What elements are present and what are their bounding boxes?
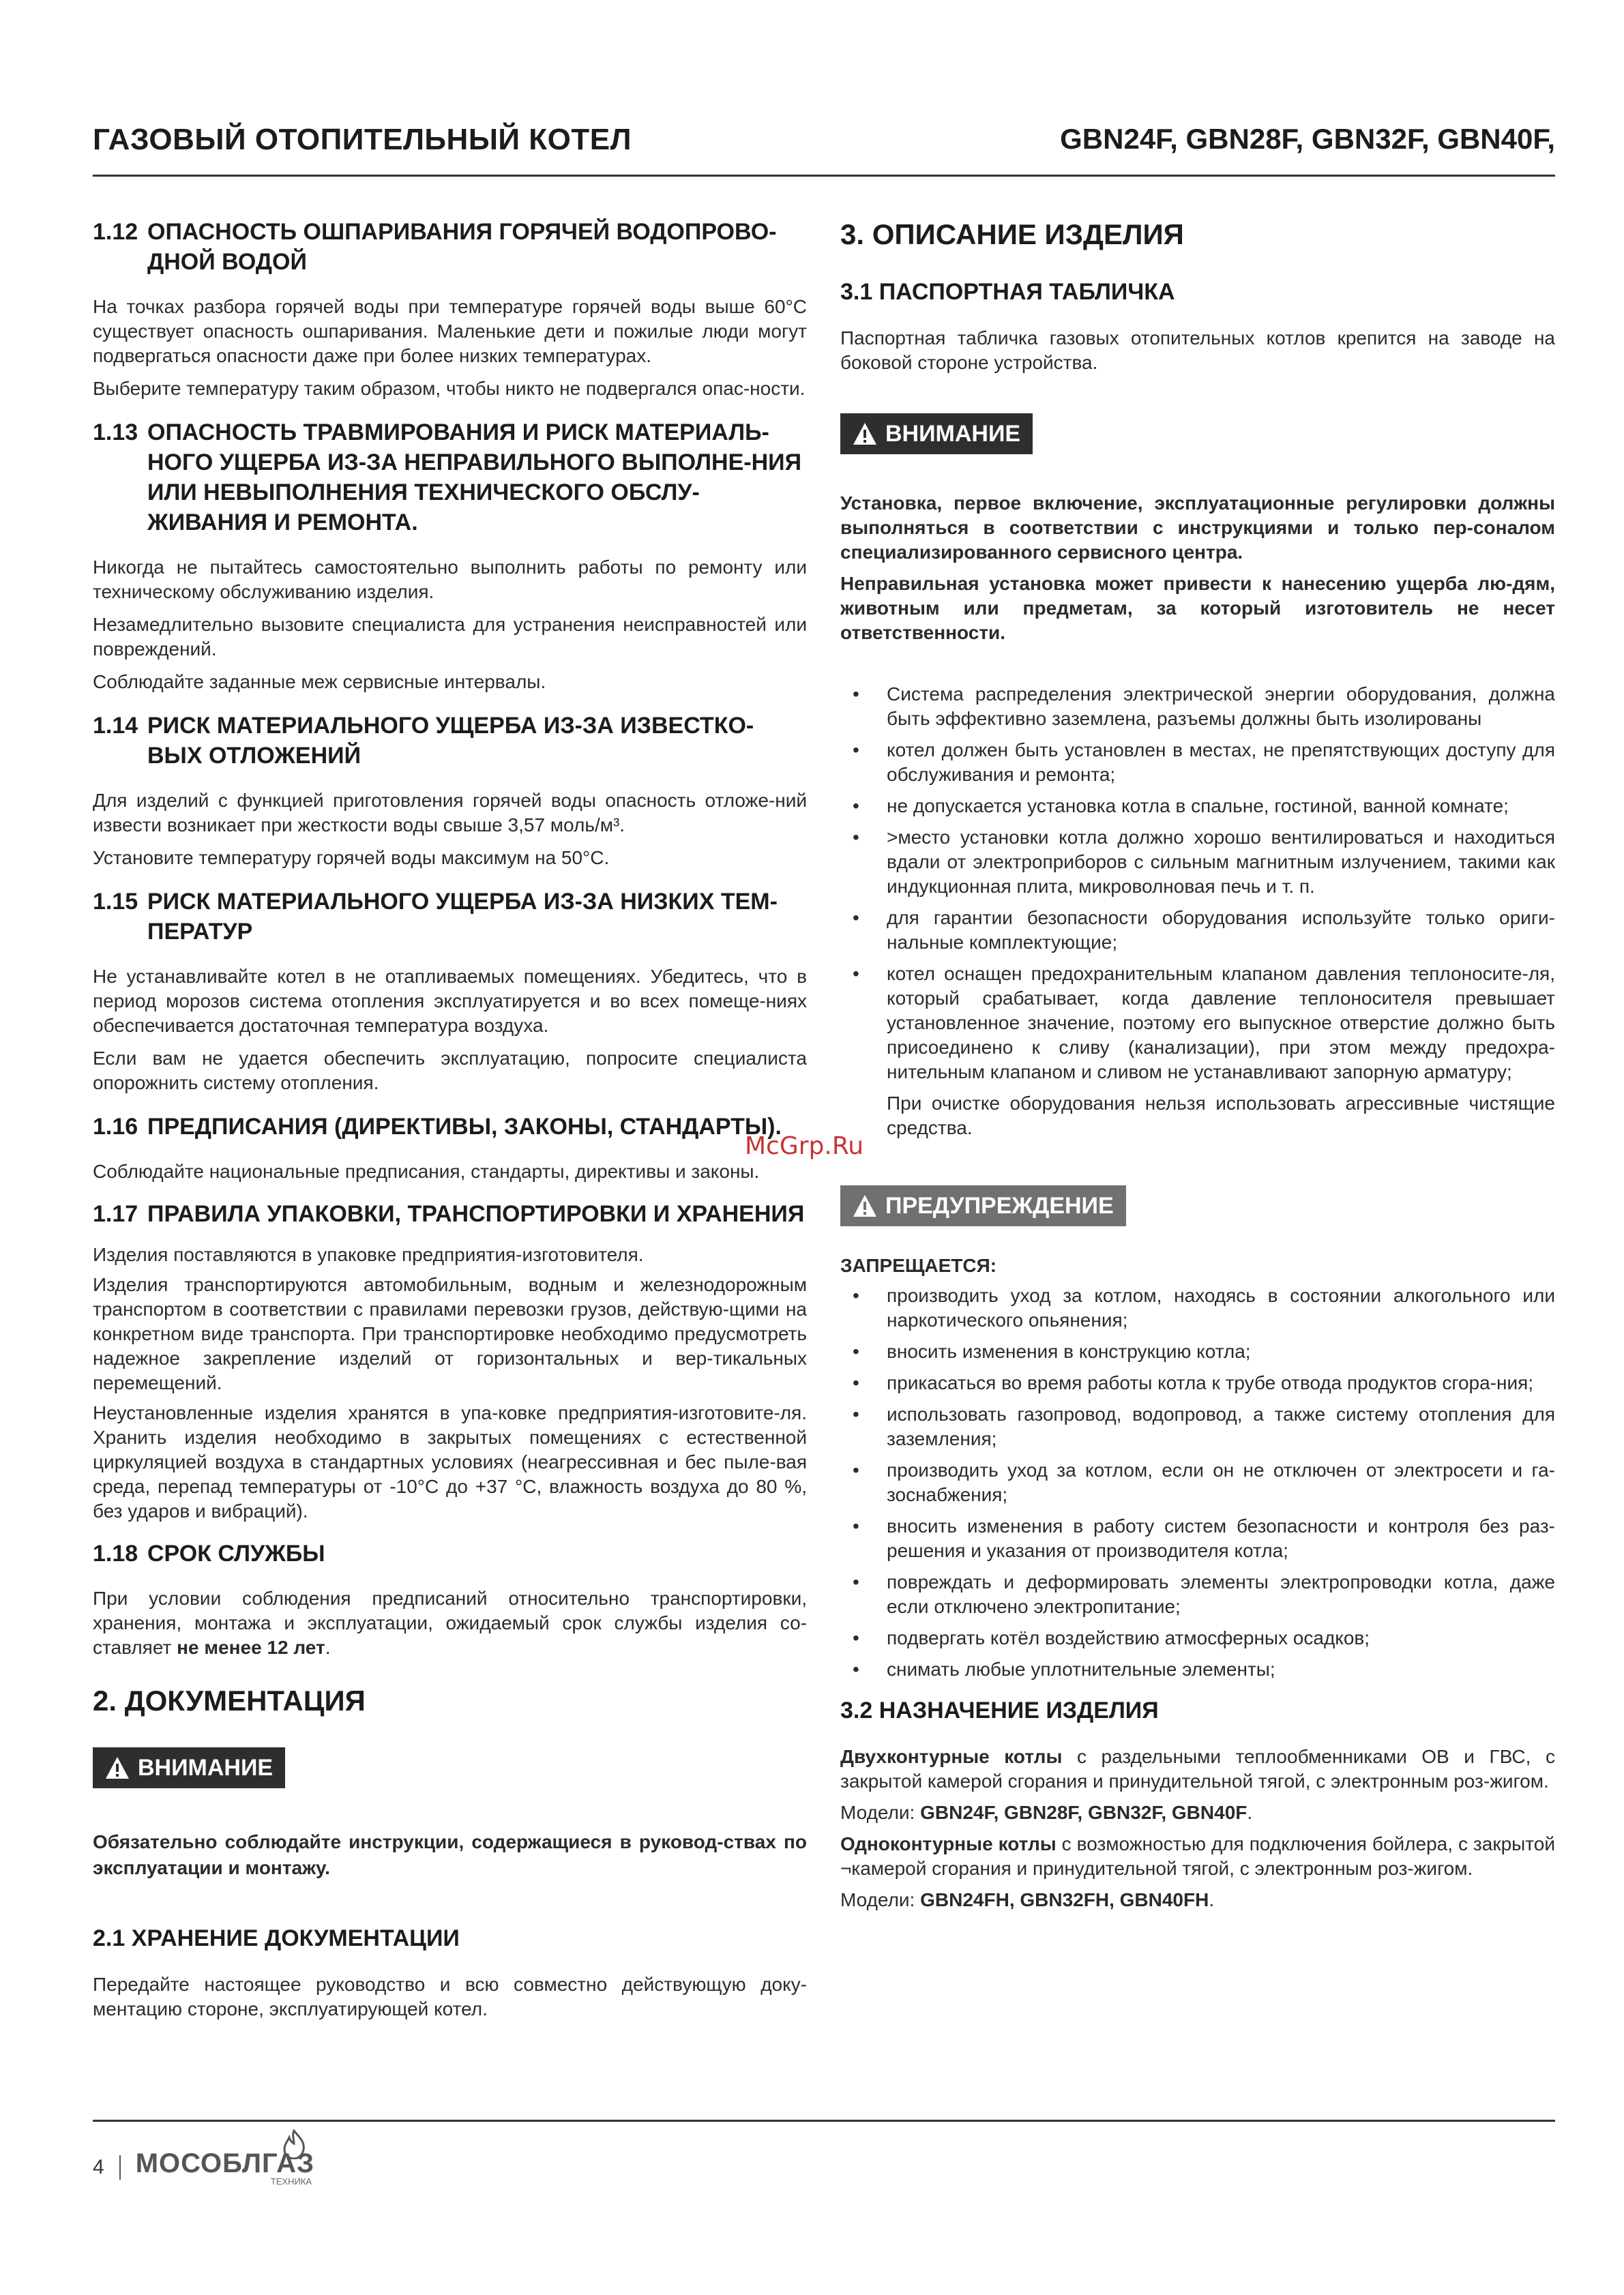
section-title: ПРЕДПИСАНИЯ (ДИРЕКТИВЫ, ЗАКОНЫ, СТАНДАРТЫ). (147, 1114, 782, 1140)
attention-badge-wrap (93, 1747, 807, 1788)
forbidden-list (840, 1284, 1555, 1682)
section-title: ОПАСНОСТЬ ОШПАРИВАНИЯ ГОРЯЧЕЙ ВОДОПРОВО-ДНОЙ ВОДОЙ (147, 219, 777, 275)
list-item: • не допускается установка котла в спальне, гостиной, ванной комнате; (840, 794, 1555, 818)
section-3-heading: 3. ОПИСАНИЕ ИЗДЕЛИЯ (840, 218, 1184, 250)
list-item: • производить уход за котлом, если он не отключен от электросети и га-зоснабжения; (840, 1458, 1555, 1507)
section-number: 1.16 (93, 1114, 138, 1140)
paragraph: Изделия транспортируются автомобильным, водным и железнодорожным транспортом в соответствии с правилами перевозки грузов, действую-щими на конкретном виде транспорта. При транспортировке необходимо предусмотреть надежное закрепление изделий от горизонтальных и вер-тикальных перемещений. (93, 1274, 807, 1393)
section-title: РИСК МАТЕРИАЛЬНОГО УЩЕРБА ИЗ-ЗА ИЗВЕСТКО-ВЫХ ОТЛОЖЕНИЙ (147, 713, 754, 769)
attention-badge-wrap (840, 413, 1555, 454)
paragraph: Никогда не пытайтесь самостоятельно выполнить работы по ремонту или техническому обслуживанию изделия. (93, 557, 807, 602)
paragraph: Соблюдайте национальные предписания, стандарты, директивы и законы. (93, 1161, 760, 1182)
section-number: 1.18 (93, 1541, 138, 1567)
cleaning-note: При очистке оборудования нельзя использовать агрессивные чистящие средства. (887, 1093, 1555, 1138)
section-title: РИСК МАТЕРИАЛЬНОГО УЩЕРБА ИЗ-ЗА НИЗКИХ ТЕМ-ПЕРАТУР (147, 889, 778, 945)
section-number: 1.15 (93, 889, 138, 915)
section-1-15-heading (93, 887, 807, 947)
paragraph: Передайте настоящее руководство и всю совместно действующую доку-ментацию стороне, эксплуатирующей котел. (93, 1974, 807, 2019)
page-header (93, 120, 1555, 177)
list-item: • вносить изменения в конструкцию котла; (840, 1339, 1555, 1364)
warning-badge-wrap (840, 1185, 1555, 1226)
list-item: • прикасаться во время работы котла к трубе отвода продуктов сгора-ния; (840, 1371, 1555, 1395)
list-item: • >место установки котла должно хорошо вентилироваться и находиться вдали от электроприборов с сильным магнитным излучением, такими как индукционная плита, микроволновая печь и т. п. (840, 825, 1555, 899)
section-number: 1.13 (93, 419, 138, 445)
document-title: ГАЗОВЫЙ ОТОПИТЕЛЬНЫЙ КОТЕЛ (93, 123, 632, 156)
badge-label: ВНИМАНИЕ (138, 1754, 274, 1781)
period: . (1247, 1802, 1253, 1823)
section-1-18-heading (93, 1539, 807, 1569)
warning-triangle-icon (105, 1756, 130, 1779)
badge-label: ВНИМАНИЕ (885, 420, 1021, 447)
section-number: 1.17 (93, 1201, 138, 1227)
list-item: • подвергать котёл воздействию атмосферных осадков; (840, 1626, 1555, 1650)
footer-separator (119, 2155, 121, 2180)
paragraph: Не устанавливайте котел в не отапливаемых помещениях. Убедитесь, что в период морозов система отопления эксплуатируется и во всех помеще-ниях обеспечивается достаточная температура воздуха. (93, 966, 807, 1036)
watermark: McGrp.Ru (745, 1132, 864, 1160)
section-3-2-heading: 3.2 НАЗНАЧЕНИЕ ИЗДЕЛИЯ (840, 1698, 1159, 1723)
warning-badge (840, 1185, 1126, 1226)
dual-models (840, 1801, 1555, 1825)
period: . (325, 1637, 331, 1658)
list-item: • вносить изменения в работу систем безопасности и контроля без раз-решения и указания от производителя котла; (840, 1514, 1555, 1563)
left-column (93, 217, 807, 2022)
paragraph: Если вам не удается обеспечить эксплуатацию, попросите специалиста опорожнить систему отопления. (93, 1048, 807, 1093)
list-item: • использовать газопровод, водопровод, а также систему отопления для заземления; (840, 1402, 1555, 1451)
model-codes: GBN24F, GBN28F, GBN32F, GBN40F (920, 1802, 1247, 1823)
warning-triangle-icon (853, 1194, 877, 1217)
logo-subtitle: ТЕХНИКА (270, 2176, 312, 2187)
flame-icon (280, 2129, 308, 2159)
section-1-14-heading (93, 711, 807, 771)
model-codes: GBN24FH, GBN32FH, GBN40FH (920, 1889, 1209, 1910)
section-title: ОПАСНОСТЬ ТРАВМИРОВАНИЯ И РИСК МАТЕРИАЛЬ-НОГО УЩЕРБА ИЗ-ЗА НЕПРАВИЛЬНОГО ВЫПОЛНЕ-НИЯ ИЛИ НЕВЫПОЛНЕНИЯ ТЕХНИЧЕСКОГО ОБСЛУ-ЖИВАНИЯ И РЕМОНТА. (147, 419, 802, 535)
badge-label: ПРЕДУПРЕЖДЕНИЕ (885, 1192, 1114, 1219)
section-2-heading: 2. ДОКУМЕНТАЦИЯ (93, 1685, 366, 1717)
paragraph: Незамедлительно вызовите специалиста для устранения неисправностей или повреждений. (93, 614, 807, 660)
paragraph: Установите температуру горячей воды максимум на 50°С. (93, 847, 610, 868)
list-item: • для гарантии безопасности оборудования используйте только ориги-нальные комплектующие; (840, 906, 1555, 955)
section-2-1-heading: 2.1 ХРАНЕНИЕ ДОКУМЕНТАЦИИ (93, 1925, 460, 1951)
page-number: 4 (93, 2156, 104, 2178)
paragraph: Соблюдайте заданные меж сервисные интервалы. (93, 671, 546, 692)
forbidden-title: ЗАПРЕЩАЕТСЯ: (840, 1255, 997, 1276)
bold-instruction: Установка, первое включение, эксплуатационные регулировки должны выполняться в соответствии с инструкциями и только пер-соналом специализированного сервисного центра. (840, 492, 1555, 563)
single-circuit-paragraph (840, 1832, 1555, 1881)
right-column (840, 217, 1555, 1912)
list-item: • производить уход за котлом, находясь в состоянии алкогольного или наркотического опьянения; (840, 1284, 1555, 1333)
models-label: Модели: (840, 1889, 921, 1910)
period: . (1209, 1889, 1215, 1910)
section-title: ПРАВИЛА УПАКОВКИ, ТРАНСПОРТИРОВКИ И ХРАНЕНИЯ (147, 1201, 805, 1227)
section-3-1-heading: 3.1 ПАСПОРТНАЯ ТАБЛИЧКА (840, 279, 1175, 305)
list-item: • котел оснащен предохранительным клапаном давления теплоносите-ля, который срабатывает, когда давление теплоносителя превышает установленное значение, поэтому его выпускное отверстие должно быть присоединено к сливу (канализации), при этом между предохра-нительным клапаном и сливом не устанавливают запорную арматуру; (840, 962, 1555, 1084)
paragraph: Неустановленные изделия хранятся в упа-ковке предприятия-изготовите-ля. Хранить изделия необходимо в закрытых помещениях с естественной циркуляцией воздуха в стандартных условиях (неагрессивная и бес пыле-вая среда, перепад температуры от -10°С до +37 °С, влажность воздуха до 80 %, без ударов и вибраций). (93, 1402, 807, 1522)
paragraph: Для изделий с функцией приготовления горячей воды опасность отложе-ний извести возникает при жесткости воды свыше 3,57 моль/м³. (93, 790, 807, 835)
dual-circuit-label: Двухконтурные котлы (840, 1746, 1063, 1767)
list-item: • повреждать и деформировать элементы электропроводки котла, даже если отключено электропитание; (840, 1570, 1555, 1619)
section-1-17-heading (93, 1199, 807, 1229)
warning-triangle-icon (853, 422, 877, 445)
paragraph: Выберите температуру таким образом, чтобы никто не подвергался опас-ности. (93, 378, 806, 399)
service-life-value: не менее 12 лет (177, 1637, 325, 1658)
requirements-list (840, 682, 1555, 1140)
section-1-12-heading (93, 217, 807, 277)
attention-badge (840, 413, 1033, 454)
section-1-13-heading (93, 417, 807, 537)
dual-circuit-paragraph (840, 1745, 1555, 1794)
section-number: 1.12 (93, 219, 138, 245)
page-footer (93, 2148, 314, 2187)
footer-divider (93, 2120, 1555, 2122)
models-label: Модели: (840, 1802, 921, 1823)
list-item: • снимать любые уплотнительные элементы; (840, 1657, 1555, 1682)
logo-wordmark: МОСОБЛГАЗ (135, 2148, 315, 2178)
list-item: • Система распределения электрической энергии оборудования, должна быть эффективно заземлена, разъемы должны быть изолированы (840, 682, 1555, 731)
section-title: СРОК СЛУЖБЫ (147, 1541, 325, 1567)
attention-badge (93, 1747, 285, 1788)
paragraph-text: При условии соблюдения предписаний относительно транспортировки, хранения, монтажа и эксплуатации, ожидаемый срок службы изделия со-ставляет (93, 1588, 807, 1658)
model-list: GBN24F, GBN28F, GBN32F, GBN40F, (1060, 123, 1555, 155)
section-number: 1.14 (93, 713, 138, 739)
paragraph: На точках разбора горячей воды при температуре горячей воды выше 60°С существует опасность ошпаривания. Маленькие дети и пожилые люди могут подвергаться опасности даже при более низких температурах. (93, 296, 807, 366)
service-life-paragraph (93, 1586, 807, 1660)
section-1-16-heading (93, 1112, 807, 1142)
paragraph-text: с раздельными теплообменниками ОВ и ГВС, с закрытой камерой сгорания и принудительной тягой, с электронным роз-жигом. (840, 1746, 1555, 1792)
bold-instruction: Обязательно соблюдайте инструкции, содержащиеся в руковод-ствах по эксплуатации и монтажу. (93, 1831, 807, 1878)
paragraph-text: с возможностью для подключения бойлера, с закрытой ¬камерой сгорания и принудительной тягой, с электронным роз-жигом. (840, 1833, 1555, 1879)
list-item: • котел должен быть установлен в местах, не препятствующих доступу для обслуживания и ремонта; (840, 738, 1555, 787)
bold-instruction: Неправильная установка может привести к нанесению ущерба лю-дям, животным или предметам, за который изготовитель не несет ответственности. (840, 573, 1555, 643)
single-models (840, 1888, 1555, 1912)
paragraph: Паспортная табличка газовых отопительных котлов крепится на заводе на боковой стороне устройства. (840, 327, 1555, 373)
paragraph: Изделия поставляются в упаковке предприятия-изготовителя. (93, 1244, 644, 1265)
brand-logo (136, 2148, 314, 2187)
single-circuit-label: Одноконтурные котлы (840, 1833, 1057, 1854)
